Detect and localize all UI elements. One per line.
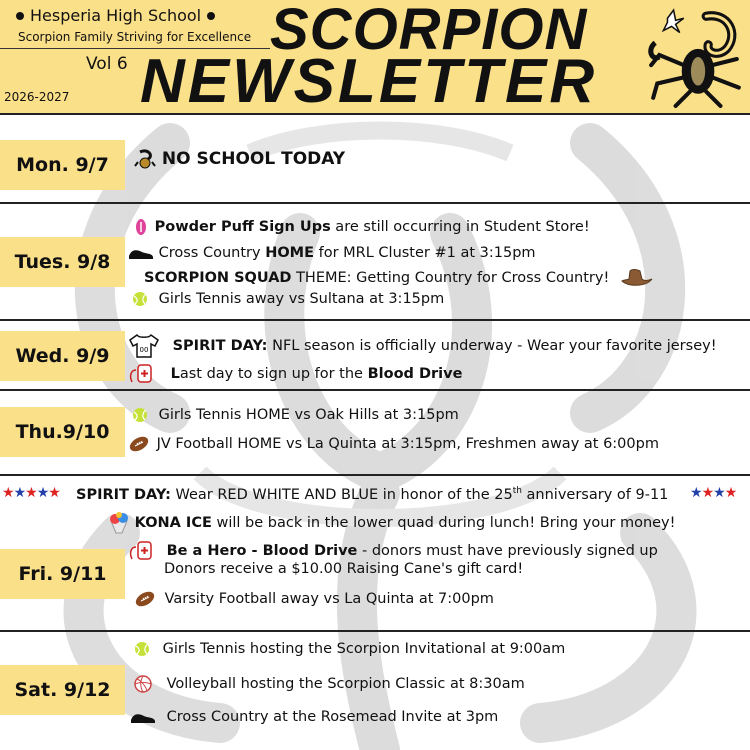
stars-right-icon: ★★★★ [690,485,737,501]
event-line: Cross Country HOME for MRL Cluster #1 at 3:15pm [128,245,536,261]
school-year: 2026-2027 [4,90,70,104]
football-icon [128,434,150,454]
football-pink-icon [132,218,150,236]
blood-bag-icon [128,362,154,386]
event-line: Last day to sign up for the Blood Drive [128,362,462,386]
row-divider [0,389,750,391]
row-divider [0,630,750,632]
event-line: Be a Hero - Blood Drive - donors must have previously signed up [128,539,658,563]
school-motto: Scorpion Family Striving for Excellence [18,30,252,44]
jersey-icon [128,333,160,359]
blood-bag-icon [128,539,154,563]
shaved-ice-icon [108,511,130,535]
volleyball-icon [134,675,152,693]
event-line: Cross Country at the Rosemead Invite at 3pm [130,709,498,725]
day-label-wed: Wed. 9/9 [0,331,125,381]
day-label-tue: Tues. 9/8 [0,237,125,287]
event-line: Girls Tennis hosting the Scorpion Invitational at 9:00am [134,641,565,657]
row-divider [0,319,750,321]
tennis-ball-icon [132,407,148,423]
title-newsletter: NEWSLETTER [140,47,598,116]
day-label-sat: Sat. 9/12 [0,665,125,715]
event-line: SCORPION SQUAD THEME: Getting Country for Cross Country! [144,267,654,289]
cowboy-hat-icon [620,267,654,289]
svg-text:00: 00 [139,346,149,354]
event-line: Volleyball hosting the Scorpion Classic at 8:30am [134,675,525,693]
event-line: KONA ICE will be back in the lower quad during lunch! Bring your money! [108,511,675,535]
scorpion-icon [134,148,156,170]
event-line: Varsity Football away vs La Quinta at 7:00pm [134,589,494,609]
event-line: SPIRIT DAY: Wear RED WHITE AND BLUE in honor of the 25th anniversary of 9-11 [76,486,669,503]
event-line: Donors receive a $10.00 Raising Cane's gift card! [164,561,524,577]
day-label-mon: Mon. 9/7 [0,140,125,190]
event-line: JV Football HOME vs La Quinta at 3:15pm, Freshmen away at 6:00pm [128,434,659,454]
scorpion-logo-icon [645,4,747,110]
running-shoe-icon [128,246,154,260]
title-scorpion: SCORPION [270,0,588,62]
event-line: 00 SPIRIT DAY: NFL season is officially underway - Wear your favorite jersey! [128,333,717,359]
event-line: NO SCHOOL TODAY [134,148,345,170]
event-line: Powder Puff Sign Ups are still occurring in Student Store! [132,218,590,236]
running-shoe-icon [130,710,156,724]
tennis-ball-icon [134,641,150,657]
day-label-fri: Fri. 9/11 [0,549,125,599]
row-divider [0,202,750,204]
football-icon [134,589,156,609]
school-name: Hesperia High School [10,6,221,25]
row-divider [0,474,750,476]
stars-left-icon: ★★★★★ [2,485,60,501]
newsletter-header [0,0,750,115]
event-line: Girls Tennis HOME vs Oak Hills at 3:15pm [132,407,459,423]
day-label-thu: Thu.9/10 [0,407,125,457]
tennis-ball-icon [132,291,148,307]
volume-label: Vol 6 [86,54,128,74]
event-line: Girls Tennis away vs Sultana at 3:15pm [132,291,444,307]
